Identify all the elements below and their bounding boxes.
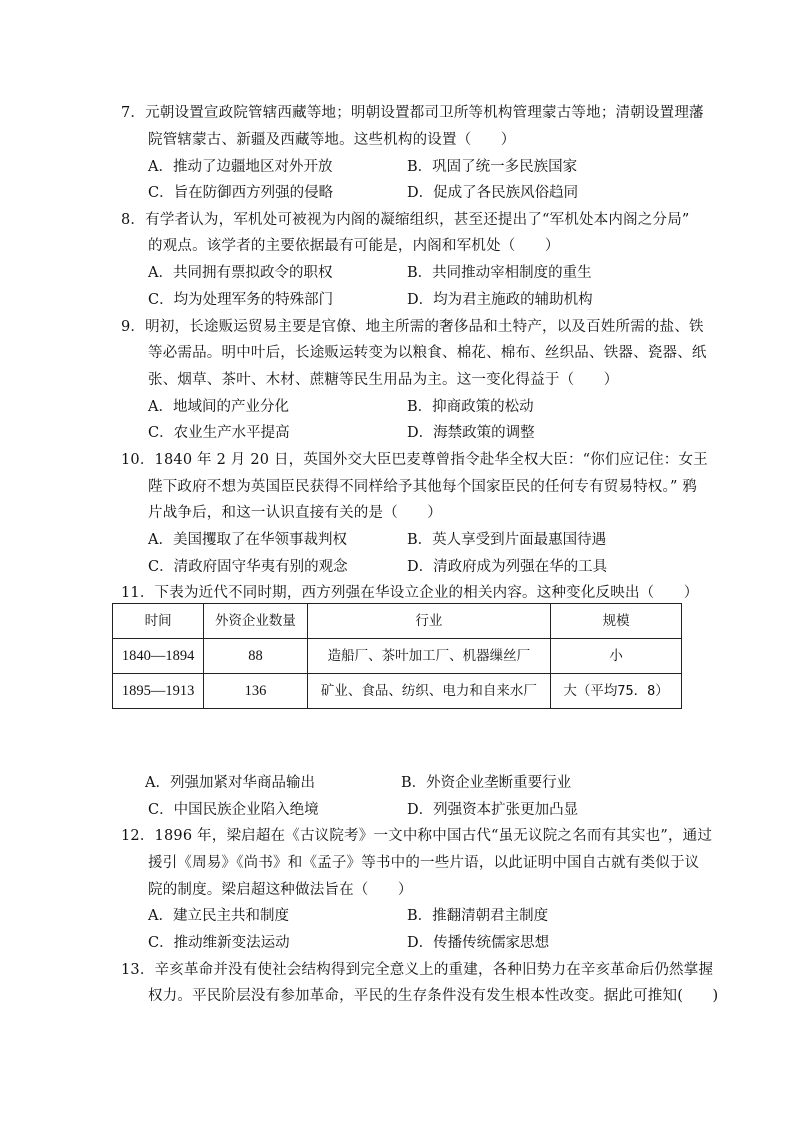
q9-stem-line-2: 等必需品。明中叶后，长途贩运转变为以粮食、棉花、棉布、丝织品、铁器、瓷器、纸: [148, 345, 707, 361]
table-cell-period: 1895—1913: [113, 674, 204, 709]
table-header-cell: 行业: [307, 604, 551, 639]
q11-option-a: A．列强加紧对华商品输出: [145, 775, 315, 791]
q8-stem-line-2: 的观点。该学者的主要依据最有可能是，内阁和军机处（ ）: [148, 238, 560, 254]
q10-option-c: C．清政府固守华夷有别的观念: [148, 559, 348, 575]
q8-option-b: B．共同推动宰相制度的重生: [407, 265, 592, 281]
table-cell-scale: 大（平均75．8）: [551, 674, 682, 709]
q7-option-d: D．促成了各民族风俗趋同: [407, 185, 579, 201]
q8-option-a: A．共同拥有票拟政令的职权: [148, 265, 333, 281]
q13-stem-line-2: 权力。平民阶层没有参加革命，平民的生存条件没有发生根本性改变。据此可推知( ): [148, 988, 719, 1004]
table-cell-industry: 造船厂、茶叶加工厂、机器缫丝厂: [307, 639, 551, 674]
q7-option-b: B．巩固了统一多民族国家: [407, 159, 578, 175]
table-cell-period: 1840—1894: [113, 639, 204, 674]
q9-stem-line-1: 9．明初，长途贩运贸易主要是官僚、地主所需的奢侈品和土特产，以及百姓所需的盐、铁: [121, 319, 704, 335]
q10-option-a: A．美国攫取了在华领事裁判权: [148, 532, 347, 548]
q12-option-b: B．推翻清朝君主制度: [407, 908, 549, 924]
q12-stem-line-2: 援引《周易》《尚书》和《孟子》等书中的一些片语，以此证明中国自古就有类似于议: [148, 855, 700, 871]
q12-option-a: A．建立民主共和制度: [148, 908, 289, 924]
q13-stem-line-1: 13．辛亥革命并没有使社会结构得到完全意义上的重建，各种旧势力在辛亥革命后仍然掌握: [121, 962, 714, 978]
table-header-cell: 外资企业数量: [204, 604, 307, 639]
q11-stem-line-1: 11．下表为近代不同时期，西方列强在华设立企业的相关内容。这种变化反映出（ ）: [121, 585, 699, 601]
q8-option-c: C．均为处理军务的特殊部门: [148, 292, 334, 308]
table-header-row: [113, 604, 682, 639]
table-cell-count: 88: [204, 639, 307, 674]
q7-stem-line-1: 7．元朝设置宣政院管辖西藏等地；明朝设置都司卫所等机构管理蒙古等地；清朝设置理藩: [121, 105, 704, 121]
q7-option-c: C．旨在防御西方列强的侵略: [148, 185, 334, 201]
q8-option-d: D．均为君主施政的辅助机构: [407, 292, 593, 308]
q9-option-c: C．农业生产水平提高: [148, 425, 290, 441]
q12-option-c: C．推动维新变法运动: [148, 935, 290, 951]
q11-option-d: D．列强资本扩张更加凸显: [407, 802, 579, 818]
q7-option-a: A．推动了边疆地区对外开放: [148, 159, 333, 175]
q11-option-b: B．外资企业垄断重要行业: [401, 775, 572, 791]
q10-option-b: B．英人享受到片面最惠国待遇: [407, 532, 607, 548]
q10-stem-line-1: 10．1840 年 2 月 20 日，英国外交大臣巴麦尊曾指令赴华全权大臣：“你们应记住：女王: [121, 452, 708, 468]
table-header-cell: 规模: [551, 604, 682, 639]
table-cell-scale: 小: [551, 639, 682, 674]
table-row: [113, 639, 682, 674]
q12-stem-line-3: 院的制度。梁启超这种做法旨在（ ）: [148, 882, 413, 898]
q10-option-d: D．清政府成为列强在华的工具: [407, 559, 608, 575]
q8-stem-line-1: 8．有学者认为，军机处可被视为内阁的凝缩组织，甚至还提出了“军机处本内阁之分局”: [121, 212, 690, 228]
q9-option-a: A．地域间的产业分化: [148, 399, 289, 415]
q9-stem-line-3: 张、烟草、茶叶、木材、蔗糖等民生用品为主。这一变化得益于（ ）: [148, 372, 619, 388]
q10-stem-line-3: 片战争后，和这一认识直接有关的是（ ）: [148, 505, 442, 521]
q9-option-d: D．海禁政策的调整: [407, 425, 535, 441]
table-header-cell: 时间: [113, 604, 204, 639]
q7-stem-line-2: 院管辖蒙古、新疆及西藏等地。这些机构的设置（ ）: [148, 132, 516, 148]
q11-data-table: [112, 603, 682, 709]
q11-option-c: C．中国民族企业陷入绝境: [148, 802, 319, 818]
table-cell-industry: 矿业、食品、纺织、电力和自来水厂: [307, 674, 551, 709]
q12-stem-line-1: 12．1896 年，梁启超在《古议院考》一文中称中国古代“虽无议院之名而有其实也”，通过: [121, 828, 713, 844]
q9-option-b: B．抑商政策的松动: [407, 399, 534, 415]
q10-stem-line-2: 陛下政府不想为英国臣民获得不同样给予其他每个国家臣民的任何专有贸易特权。” 鸦: [148, 479, 698, 495]
q12-option-d: D．传播传统儒家思想: [407, 935, 550, 951]
table-row: [113, 674, 682, 709]
table-cell-count: 136: [204, 674, 307, 709]
